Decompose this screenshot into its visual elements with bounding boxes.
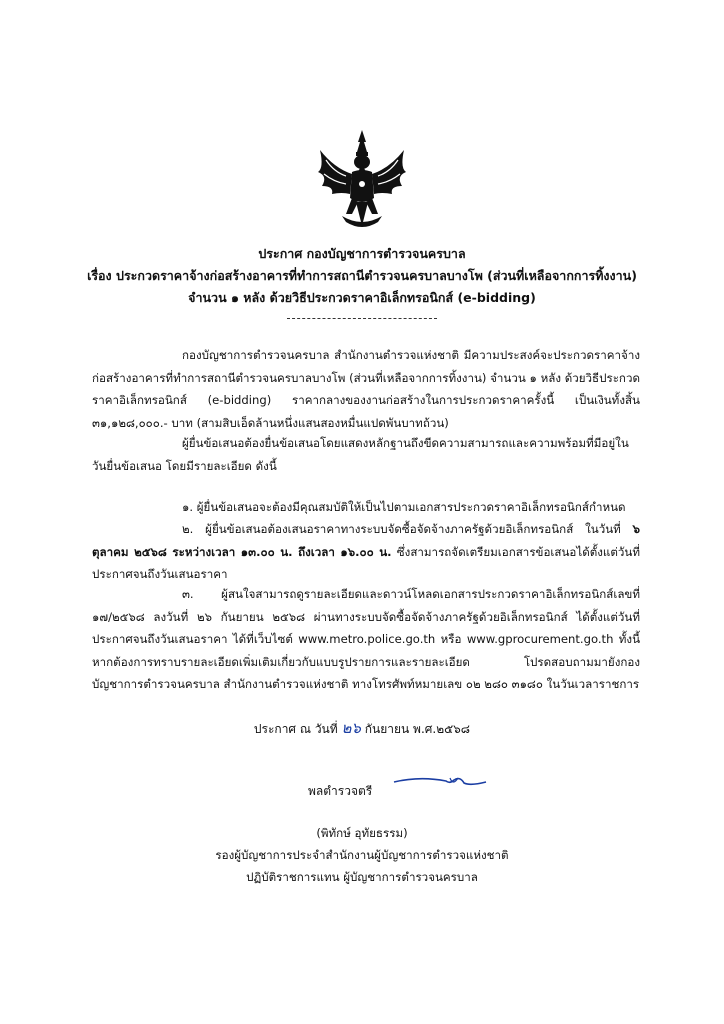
body-paragraph-3: ๑. ผู้ยื่นข้อเสนอจะต้องมีคุณสมบัติให้เป็นไปตามเอกสารประกวดราคาอิเล็กทรอนิกส์กำหนด <box>182 500 626 514</box>
body-paragraph-2: ผู้ยื่นข้อเสนอต้องยื่นข้อเสนอโดยแสดงหลักฐานถึงขีดความสามารถและความพร้อมที่มีอยู่ในวันยื่นข้อเสนอ โดยมีรายละเอียด ดังนี้ <box>92 436 629 473</box>
body-paragraph-1: กองบัญชาการตำรวจนครบาล สำนักงานตำรวจแห่งชาติ มีความประสงค์จะประกวดราคาจ้างก่อสร้างอาคารที่ทำการสถานีตำรวจนครบาลบางโพ (ส่วนที่เหลือจากการทิ้งงาน) จำนวน ๑ หลัง ด้วยวิธีประกวดราคาอิเล็กทรอนิกส์ (e-bidding) ราคากลางของงานก่อสร้างในการประกวดราคาครั้งนี้ เป็นเงินทั้งสิ้น ๓๑,๑๒๘,๐๐๐.- บาท (สามสิบเอ็ดล้านหนึ่งแสนสองหมื่นแปดพันบาทถ้วน) <box>92 348 640 430</box>
signatory-title: รองผู้บัญชาการประจำสำนักงานผู้บัญชาการตำรวจแห่งชาติ <box>215 848 509 862</box>
announcement-subject: เรื่อง ประกวดราคาจ้างก่อสร้างอาคารที่ทำการสถานีตำรวจนครบาลบางโพ (ส่วนที่เหลือจากการทิ้งงาน) <box>87 268 637 283</box>
handwritten-signature <box>390 772 490 794</box>
announcement-subject-line2: จำนวน ๑ หลัง ด้วยวิธีประกวดราคาอิเล็กทรอนิกส์ (e-bidding) <box>188 290 536 305</box>
signatory-name: (พิทักษ์ อุทัยธรรม) <box>316 826 408 840</box>
signatory-rank: พลตำรวจตรี <box>308 784 373 798</box>
announcement-title: ประกาศ กองบัญชาการตำรวจนครบาล <box>258 246 466 261</box>
garuda-emblem-icon <box>312 128 412 238</box>
signatory-block <box>0 822 724 888</box>
signatory-acting-for: ปฏิบัติราชการแทน ผู้บัญชาการตำรวจนครบาล <box>246 870 478 884</box>
handwritten-day: ๒๖ <box>341 719 361 737</box>
bid-date-time: ๖ ตุลาคม ๒๕๖๘ ระหว่างเวลา ๑๓.๐๐ น. ถึงเวลา ๑๖.๐๐ น. <box>92 522 640 559</box>
body-paragraph-5: ๓. ผู้สนใจสามารถดูรายละเอียดและดาวน์โหลดเอกสารประกวดราคาอิเล็กทรอนิกส์เลขที่ ๑๗/๒๕๖๘ ลงวันที่ ๒๖ กันยายน ๒๕๖๘ ผ่านทางระบบจัดซื้อจัดจ้างภาครัฐด้วยอิเล็กทรอนิกส์ ได้ตั้งแต่วันที่ประกาศจนถึงวันเสนอราคา ได้ที่เว็บไซต์ www.metro.police.go.th หรือ www.gprocurement.go.th ทั้งนี้ หากต้องการทราบรายละเอียดเพิ่มเติมเกี่ยวกับแบบรูปรายการและรายละเอียด โปรดสอบถามมายังกองบัญชาการตำรวจนครบาล สำนักงานตำรวจแห่งชาติ ทางโทรศัพท์หมายเลข ๐๒ ๒๘๐ ๓๑๘๐ ในวันเวลาราชการ <box>92 587 640 691</box>
body-paragraph-4: ๒. ผู้ยื่นข้อเสนอต้องเสนอราคาทางระบบจัดซื้อจัดจ้างภาครัฐด้วยอิเล็กทรอนิกส์ ในวันที่ ๖ ตุลาคม ๒๕๖๘ ระหว่างเวลา ๑๓.๐๐ น. ถึงเวลา ๑๖.๐๐ น. ซึ่งสามารถจัดเตรียมเอกสารข้อเสนอได้ตั้งแต่วันที่ประกาศจนถึงวันเสนอราคา <box>92 522 640 581</box>
announcement-date: ประกาศ ณ วันที่ ๒๖ กันยายน พ.ศ.๒๕๖๘ <box>253 719 471 737</box>
header-divider <box>287 318 437 319</box>
